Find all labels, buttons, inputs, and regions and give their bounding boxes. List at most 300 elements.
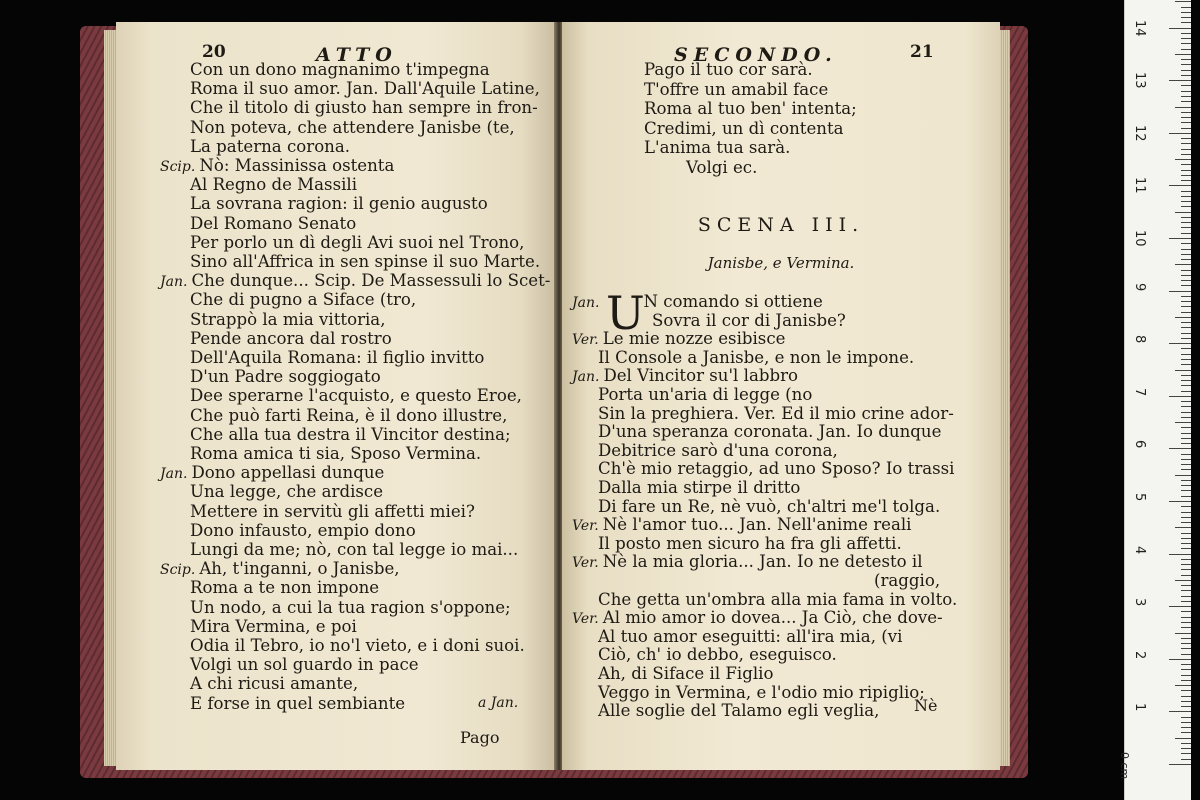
text-line bbox=[190, 213, 357, 233]
ruler-tick bbox=[1175, 738, 1191, 739]
line-text: Roma il suo amor. Jan. Dall'Aquile Latine, bbox=[190, 79, 540, 99]
ruler-tick bbox=[1169, 28, 1191, 29]
ruler-tick bbox=[1181, 191, 1191, 192]
line-text: Sino all'Affrica in sen spinse il suo Marte. bbox=[190, 252, 541, 271]
text-line bbox=[190, 657, 419, 674]
text-line bbox=[572, 294, 823, 311]
text-line bbox=[190, 424, 511, 444]
ruler-tick bbox=[1181, 312, 1191, 313]
ruler-tick bbox=[1175, 370, 1191, 371]
text-line bbox=[190, 542, 518, 559]
speaker-label: Ver. bbox=[572, 332, 599, 349]
text-line bbox=[190, 520, 416, 540]
ruler-tick bbox=[1181, 285, 1191, 286]
ruler-tick bbox=[1181, 727, 1191, 728]
verse-line: T'offre un amabil face bbox=[644, 79, 829, 99]
line-text: La paterna corona. bbox=[190, 136, 351, 156]
text-line bbox=[190, 232, 525, 252]
right-page bbox=[562, 22, 1000, 770]
ruler-tick bbox=[1181, 17, 1191, 18]
ruler-tick bbox=[1181, 732, 1191, 733]
ruler-tick bbox=[1181, 22, 1191, 23]
text-line bbox=[190, 177, 357, 194]
text-line bbox=[598, 387, 812, 404]
ruler-tick bbox=[1181, 227, 1191, 228]
ruler-tick bbox=[1181, 91, 1191, 92]
ruler-tick bbox=[1181, 464, 1191, 465]
running-head: SECONDO. bbox=[674, 44, 838, 66]
ruler-tick bbox=[1181, 759, 1191, 760]
ruler-tick bbox=[1181, 575, 1191, 576]
text-line bbox=[190, 388, 522, 405]
line-text: Dalla mia stirpe il dritto bbox=[598, 478, 801, 497]
ruler-tick bbox=[1181, 138, 1191, 139]
ruler-tick bbox=[1175, 212, 1191, 213]
ruler-tick bbox=[1181, 664, 1191, 665]
ruler-tick bbox=[1181, 496, 1191, 497]
ruler-tick bbox=[1169, 554, 1191, 555]
ruler-tick bbox=[1181, 412, 1191, 413]
line-text: Nè la mia gloria... Jan. Io ne detesto il bbox=[602, 552, 923, 572]
ruler-tick bbox=[1181, 643, 1191, 644]
ruler-tick bbox=[1181, 59, 1191, 60]
scene-title: SCENA III. bbox=[697, 214, 865, 236]
ruler-tick bbox=[1181, 433, 1191, 434]
ruler-number: 12 bbox=[1132, 124, 1147, 142]
ruler-tick bbox=[1181, 696, 1191, 697]
text-line bbox=[874, 573, 940, 590]
ruler-tick bbox=[1181, 259, 1191, 260]
text-line bbox=[190, 100, 538, 117]
line-text: Che il titolo di giusto han sempre in fron- bbox=[190, 98, 538, 118]
line-text: Il posto men sicuro ha fra gli affetti. bbox=[598, 533, 902, 553]
line-text: Sin la preghiera. Ver. Ed il mio crine ador- bbox=[598, 403, 954, 423]
line-text: Che di pugno a Siface (tro, bbox=[190, 290, 417, 310]
text-line bbox=[598, 480, 800, 497]
line-text: Del Romano Senato bbox=[190, 213, 357, 233]
line-text: Che può farti Reina, è il dono illustre, bbox=[190, 405, 508, 425]
speaker-label: Jan. bbox=[572, 369, 600, 386]
text-line bbox=[160, 465, 384, 482]
ruler-tick bbox=[1181, 680, 1191, 681]
text-line bbox=[190, 484, 383, 501]
speaker-label: Scip. bbox=[160, 562, 196, 579]
ruler-tick bbox=[1181, 596, 1191, 597]
text-line bbox=[598, 533, 902, 553]
line-text: N comando si ottiene bbox=[643, 292, 823, 311]
text-line bbox=[190, 196, 488, 213]
verse-line: Credimi, un dì contenta bbox=[644, 118, 844, 138]
line-text: Che dunque... Scip. De Massessuli lo Scet- bbox=[191, 271, 551, 291]
ruler-tick bbox=[1181, 722, 1191, 723]
ruler-number: 7 bbox=[1132, 387, 1147, 397]
ruler-tick bbox=[1181, 322, 1191, 323]
ruler-tick bbox=[1169, 764, 1191, 765]
ruler-tick bbox=[1181, 454, 1191, 455]
ruler-tick bbox=[1181, 569, 1191, 570]
ruler-tick bbox=[1181, 385, 1191, 386]
ruler-tick bbox=[1181, 375, 1191, 376]
ruler-tick bbox=[1181, 364, 1191, 365]
text-line bbox=[190, 676, 358, 693]
ruler-tick bbox=[1181, 43, 1191, 44]
line-text: A chi ricusi amante, bbox=[190, 674, 359, 694]
line-text: Odia il Tebro, io no'l vieto, e i doni suoi. bbox=[190, 636, 525, 655]
ruler-tick bbox=[1181, 112, 1191, 113]
ruler-tick bbox=[1181, 638, 1191, 639]
page-number: 21 bbox=[910, 42, 934, 62]
ruler-tick bbox=[1181, 427, 1191, 428]
ruler-tick bbox=[1181, 517, 1191, 518]
text-line bbox=[598, 496, 941, 516]
text-line bbox=[598, 666, 773, 683]
page-number: 20 bbox=[202, 42, 226, 62]
ruler-tick bbox=[1181, 490, 1191, 491]
line-text: Alle soglie del Talamo egli veglia, bbox=[598, 701, 880, 721]
text-line bbox=[598, 440, 838, 460]
ruler-tick bbox=[1181, 164, 1191, 165]
line-text: Con un dono magnanimo t'impegna bbox=[190, 60, 490, 79]
ruler-tick bbox=[1181, 38, 1191, 39]
ruler-tick bbox=[1169, 396, 1191, 397]
ruler-tick bbox=[1181, 480, 1191, 481]
measurement-ruler bbox=[1118, 0, 1191, 800]
ruler-tick bbox=[1181, 338, 1191, 339]
ruler-tick bbox=[1181, 117, 1191, 118]
line-text: D'un Padre soggiogato bbox=[190, 367, 381, 387]
ruler-tick bbox=[1181, 170, 1191, 171]
ruler-tick bbox=[1181, 717, 1191, 718]
ruler-tick bbox=[1175, 422, 1191, 423]
line-text: Mettere in servitù gli affetti miei? bbox=[190, 501, 475, 521]
line-text: Ciò, ch' io debbo, eseguisco. bbox=[598, 645, 837, 665]
ruler-tick bbox=[1181, 296, 1191, 297]
line-text: Dono infausto, empio dono bbox=[190, 520, 416, 540]
ruler-tick bbox=[1169, 501, 1191, 502]
ruler-tick bbox=[1181, 196, 1191, 197]
text-line bbox=[190, 597, 511, 617]
text-line bbox=[190, 328, 392, 348]
verse-line: Pago il tuo cor sarà. bbox=[644, 60, 813, 79]
ruler-tick bbox=[1181, 327, 1191, 328]
ruler-tick bbox=[1175, 527, 1191, 528]
line-text: Non poteva, che attendere Janisbe (te, bbox=[190, 117, 515, 137]
text-line bbox=[190, 81, 540, 98]
text-line bbox=[598, 682, 925, 702]
speaker-label: Ver. bbox=[572, 518, 599, 535]
ruler-tick bbox=[1181, 270, 1191, 271]
line-text: La sovrana ragion: il genio augusto bbox=[190, 194, 488, 214]
ruler-tick bbox=[1175, 107, 1191, 108]
ruler-tick bbox=[1181, 417, 1191, 418]
ruler-tick bbox=[1169, 606, 1191, 607]
ruler-number: 4 bbox=[1132, 545, 1147, 554]
text-line bbox=[572, 517, 911, 534]
line-text: Del Vincitor su'l labbro bbox=[603, 366, 799, 386]
ruler-tick bbox=[1169, 185, 1191, 186]
line-text: Roma amica ti sia, Sposo Vermina. bbox=[190, 444, 482, 463]
text-line bbox=[190, 638, 525, 655]
ruler-tick bbox=[1181, 406, 1191, 407]
speaker-label: Jan. bbox=[572, 295, 600, 311]
text-line bbox=[190, 616, 357, 636]
ruler-tick bbox=[1181, 49, 1191, 50]
ruler-tick bbox=[1181, 143, 1191, 144]
text-line bbox=[190, 117, 515, 137]
ruler-tick bbox=[1181, 75, 1191, 76]
ruler-tick bbox=[1181, 85, 1191, 86]
text-line bbox=[190, 309, 386, 329]
line-text: Una legge, che ardisce bbox=[190, 482, 384, 502]
ruler-tick bbox=[1169, 80, 1191, 81]
ruler-tick bbox=[1181, 122, 1191, 123]
ruler-number: 1 bbox=[1132, 703, 1147, 712]
line-text: Per porlo un dì degli Avi suoi nel Trono, bbox=[190, 232, 525, 252]
ruler-tick bbox=[1181, 7, 1191, 8]
ruler-tick bbox=[1181, 401, 1191, 402]
ruler-tick bbox=[1181, 743, 1191, 744]
text-line bbox=[598, 403, 954, 423]
text-line bbox=[160, 273, 550, 290]
ruler-tick bbox=[1175, 633, 1191, 634]
ruler-tick bbox=[1181, 12, 1191, 13]
ruler-tick bbox=[1181, 622, 1191, 623]
line-text: Un nodo, a cui la tua ragion s'oppone; bbox=[190, 597, 511, 617]
text-line bbox=[160, 561, 400, 578]
text-line bbox=[598, 626, 903, 646]
ruler-tick bbox=[1169, 711, 1191, 712]
ruler-tick bbox=[1181, 438, 1191, 439]
speaker-label: Ver. bbox=[572, 555, 599, 572]
ruler-tick bbox=[1169, 448, 1191, 449]
line-text: Nè l'amor tuo... Jan. Nell'anime reali bbox=[602, 515, 912, 535]
ruler-number: 3 bbox=[1132, 598, 1147, 607]
ruler-tick bbox=[1181, 154, 1191, 155]
ruler-number: 10 bbox=[1132, 230, 1147, 247]
line-text: Dee sperarne l'acquisto, e questo Eroe, bbox=[190, 386, 522, 406]
drop-cap: U bbox=[606, 286, 645, 340]
line-text: Al Regno de Massili bbox=[190, 175, 358, 195]
ruler-tick bbox=[1181, 33, 1191, 34]
line-text: Ah, t'inganni, o Janisbe, bbox=[199, 559, 400, 579]
speaker-label: Ver. bbox=[572, 611, 599, 628]
ruler-number: 9 bbox=[1132, 282, 1147, 291]
ruler-tick bbox=[1181, 469, 1191, 470]
ruler-tick bbox=[1181, 669, 1191, 670]
text-line bbox=[598, 703, 879, 720]
ruler-tick bbox=[1181, 485, 1191, 486]
ruler-unit: 0 cm bbox=[1118, 752, 1131, 780]
text-line bbox=[190, 693, 406, 713]
ruler-number: 13 bbox=[1132, 72, 1147, 89]
ruler-tick bbox=[1181, 175, 1191, 176]
verse-line: L'anima tua sarà. bbox=[644, 138, 791, 157]
ruler-tick bbox=[1181, 128, 1191, 129]
ruler-tick bbox=[1181, 627, 1191, 628]
ruler-tick bbox=[1181, 753, 1191, 754]
speaker-label: Jan. bbox=[160, 274, 188, 291]
ruler-tick bbox=[1181, 348, 1191, 349]
ruler-number: 8 bbox=[1132, 335, 1147, 344]
ruler-tick bbox=[1175, 1, 1191, 2]
text-line bbox=[572, 368, 798, 385]
line-text: Debitrice sarò d'una corona, bbox=[598, 440, 838, 460]
ruler-tick bbox=[1181, 533, 1191, 534]
ruler-tick bbox=[1181, 101, 1191, 102]
text-line bbox=[160, 158, 394, 175]
ruler-tick bbox=[1181, 206, 1191, 207]
ruler-number: 14 bbox=[1132, 19, 1147, 37]
ruler-tick bbox=[1181, 748, 1191, 749]
line-text: Ch'è mio retaggio, ad uno Sposo? Io trassi bbox=[598, 459, 955, 479]
ruler-number: 11 bbox=[1132, 177, 1147, 194]
line-text: Le mie nozze esibisce bbox=[602, 329, 786, 349]
line-text: Pende ancora dal rostro bbox=[190, 328, 392, 348]
ruler-tick bbox=[1169, 238, 1191, 239]
ruler-tick bbox=[1181, 64, 1191, 65]
text-line bbox=[598, 461, 955, 478]
line-text: Dono appellasi dunque bbox=[191, 463, 385, 483]
text-line bbox=[190, 292, 416, 309]
text-line bbox=[598, 647, 837, 664]
ruler-tick bbox=[1181, 70, 1191, 71]
ruler-tick bbox=[1181, 701, 1191, 702]
verse-line: Volgi ec. bbox=[686, 157, 758, 177]
ruler-tick bbox=[1181, 648, 1191, 649]
text-line bbox=[652, 310, 846, 330]
ruler-tick bbox=[1181, 459, 1191, 460]
line-text: D'una speranza coronata. Jan. Io dunque bbox=[598, 422, 942, 442]
line-text: Lungi da me; nò, con tal legge io mai... bbox=[190, 540, 519, 559]
text-line bbox=[572, 610, 943, 627]
speaker-label: Scip. bbox=[160, 159, 196, 175]
text-line bbox=[572, 554, 923, 571]
ruler-tick bbox=[1175, 475, 1191, 476]
ruler-tick bbox=[1181, 243, 1191, 244]
ruler-tick bbox=[1181, 675, 1191, 676]
ruler-tick bbox=[1181, 391, 1191, 392]
line-text: (raggio, bbox=[874, 571, 941, 590]
ruler-tick bbox=[1181, 380, 1191, 381]
line-text: Mira Vermina, e poi bbox=[190, 616, 357, 636]
text-line bbox=[190, 501, 475, 521]
ruler-tick bbox=[1181, 548, 1191, 549]
ruler-tick bbox=[1175, 685, 1191, 686]
line-text: Che alla tua destra il Vincitor destina; bbox=[190, 424, 511, 444]
text-line bbox=[190, 369, 381, 386]
ruler-tick bbox=[1169, 659, 1191, 660]
ruler-tick bbox=[1181, 280, 1191, 281]
ruler-tick bbox=[1181, 233, 1191, 234]
ruler-tick bbox=[1181, 611, 1191, 612]
ruler-number: 2 bbox=[1132, 650, 1147, 660]
line-text: Al tuo amor eseguitti: all'ira mia, (vi bbox=[598, 626, 903, 646]
ruler-tick bbox=[1181, 254, 1191, 255]
catchword: Pago bbox=[460, 728, 500, 747]
ruler-tick bbox=[1181, 590, 1191, 591]
text-line bbox=[598, 347, 915, 367]
ruler-tick bbox=[1181, 601, 1191, 602]
ruler-tick bbox=[1175, 54, 1191, 55]
verse-line: Roma al tuo ben' intenta; bbox=[644, 99, 857, 118]
ruler-tick bbox=[1181, 306, 1191, 307]
ruler-tick bbox=[1181, 543, 1191, 544]
ruler-tick bbox=[1181, 559, 1191, 560]
ruler-number: 5 bbox=[1132, 493, 1147, 502]
ruler-tick bbox=[1181, 522, 1191, 523]
ruler-tick bbox=[1181, 585, 1191, 586]
ruler-tick bbox=[1181, 706, 1191, 707]
ruler-tick bbox=[1181, 354, 1191, 355]
line-text: Sovra il cor di Janisbe? bbox=[652, 310, 846, 330]
ruler-tick bbox=[1181, 443, 1191, 444]
ruler-tick bbox=[1181, 538, 1191, 539]
text-line bbox=[190, 405, 508, 425]
line-text: Che getta un'ombra alla mia fama in volto. bbox=[598, 589, 958, 609]
line-text: Volgi un sol guardo in pace bbox=[190, 655, 419, 675]
text-line bbox=[572, 331, 785, 348]
ruler-tick bbox=[1181, 359, 1191, 360]
speaker-label: Jan. bbox=[160, 466, 188, 483]
ruler-tick bbox=[1175, 580, 1191, 581]
text-line bbox=[190, 446, 481, 463]
line-text: Dell'Aquila Romana: il figlio invitto bbox=[190, 348, 485, 367]
ruler-tick bbox=[1181, 249, 1191, 250]
ruler-number: 6 bbox=[1132, 440, 1147, 449]
line-text: Veggo in Vermina, e l'odio mio ripiglio; bbox=[598, 682, 925, 702]
line-text: Ah, di Siface il Figlio bbox=[598, 664, 774, 683]
ruler-tick bbox=[1181, 564, 1191, 565]
text-line bbox=[598, 589, 958, 609]
ruler-tick bbox=[1181, 301, 1191, 302]
running-head: ATTO bbox=[316, 44, 398, 66]
ruler-tick bbox=[1175, 159, 1191, 160]
catchword: Nè bbox=[914, 696, 938, 715]
ruler-tick bbox=[1181, 512, 1191, 513]
scene-persons: Janisbe, e Vermina. bbox=[707, 254, 855, 272]
line-text: Roma a te non impone bbox=[190, 578, 380, 598]
ruler-tick bbox=[1181, 654, 1191, 655]
ruler-tick bbox=[1169, 133, 1191, 134]
ruler-tick bbox=[1169, 343, 1191, 344]
ruler-tick bbox=[1175, 264, 1191, 265]
line-text: Porta un'aria di legge (no bbox=[598, 385, 813, 404]
ruler-tick bbox=[1181, 180, 1191, 181]
text-line bbox=[190, 580, 379, 597]
line-text: Strappò la mia vittoria, bbox=[190, 309, 386, 329]
text-line bbox=[190, 350, 484, 367]
ruler-tick bbox=[1181, 506, 1191, 507]
text-line bbox=[190, 254, 540, 271]
ruler-tick bbox=[1181, 617, 1191, 618]
text-line bbox=[598, 424, 941, 441]
ruler-tick bbox=[1181, 690, 1191, 691]
ruler-tick bbox=[1175, 317, 1191, 318]
line-text: E forse in quel sembiante bbox=[190, 693, 406, 713]
ruler-tick bbox=[1181, 217, 1191, 218]
ruler-tick bbox=[1181, 275, 1191, 276]
ruler-tick bbox=[1181, 96, 1191, 97]
ruler-tick bbox=[1181, 333, 1191, 334]
left-page bbox=[116, 22, 556, 770]
stage-direction: a Jan. bbox=[478, 695, 519, 711]
ruler-tick bbox=[1181, 149, 1191, 150]
line-text: Di fare un Re, nè vuò, ch'altri me'l tolga. bbox=[598, 496, 941, 516]
ruler-tick bbox=[1181, 222, 1191, 223]
line-text: Al mio amor io dovea... Ja Ciò, che dove- bbox=[602, 608, 943, 628]
text-line bbox=[190, 62, 490, 79]
ruler-tick bbox=[1169, 291, 1191, 292]
